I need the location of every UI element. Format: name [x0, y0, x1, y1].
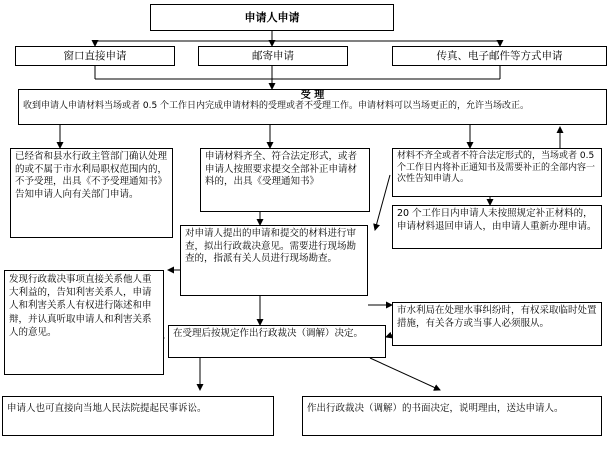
accept-title: 受 理 [300, 90, 325, 101]
complete-box: 申请材料齐全、符合法定形式，或者申请人按照要求提交全部补正申请材料的，出具《受理通知书》 [200, 148, 370, 212]
accept-text: 收到申请人申请材料当场或者 0.5 个工作日内完成申请材料的受理或者不受理工作。申请材料可以当场更正的，允许当场改正。 [23, 101, 530, 111]
review-box: 对申请人提出的申请和提交的材料进行审查，拟出行政裁决意见。需要进行现场勘查的，指派有关人员进行现场勘查。 [180, 225, 368, 296]
interim-box: 市水利局在处理水事纠纷时，有权采取临时处置措施，有关各方或当事人必须服从。 [392, 302, 602, 346]
lawsuit-box: 申请人也可直接向当地人民法院提起民事诉讼。 [2, 396, 274, 436]
hearing-box: 发现行政裁决事项直接关系他人重大利益的，告知利害关系人，申请人和利害关系人有权进行陈述和申辩，并认真听取申请人和利害关系人的意见。 [4, 270, 164, 375]
accept-box [18, 89, 607, 125]
written-decision-box: 作出行政裁决（调解）的书面决定，说明理由，送达申请人。 [302, 396, 602, 436]
mail-apply-box: 邮寄申请 [198, 46, 348, 66]
return-box: 20 个工作日内申请人未按照规定补正材料的，申请材料退回申请人，由申请人重新办理申请。 [392, 205, 602, 249]
fax-email-apply-box: 传真、电子邮件等方式申请 [392, 46, 607, 66]
apply-box: 申请人申请 [150, 4, 394, 31]
reject-box: 已经省和县水行政主管部门确认处理的或不属于市水利局职权范围内的，不予受理，出具《不予受理通知书》告知申请人向有关部门申请。 [10, 148, 173, 238]
decide-box: 在受理后按规定作出行政裁决（调解）决定。 [168, 325, 386, 358]
window-apply-box: 窗口直接申请 [15, 46, 175, 66]
incomplete-box: 材料不齐全或者不符合法定形式的，当场或者 0.5 个工作日内将补正通知书及需要补正的全部内容一次性告知申请人。 [392, 148, 602, 197]
